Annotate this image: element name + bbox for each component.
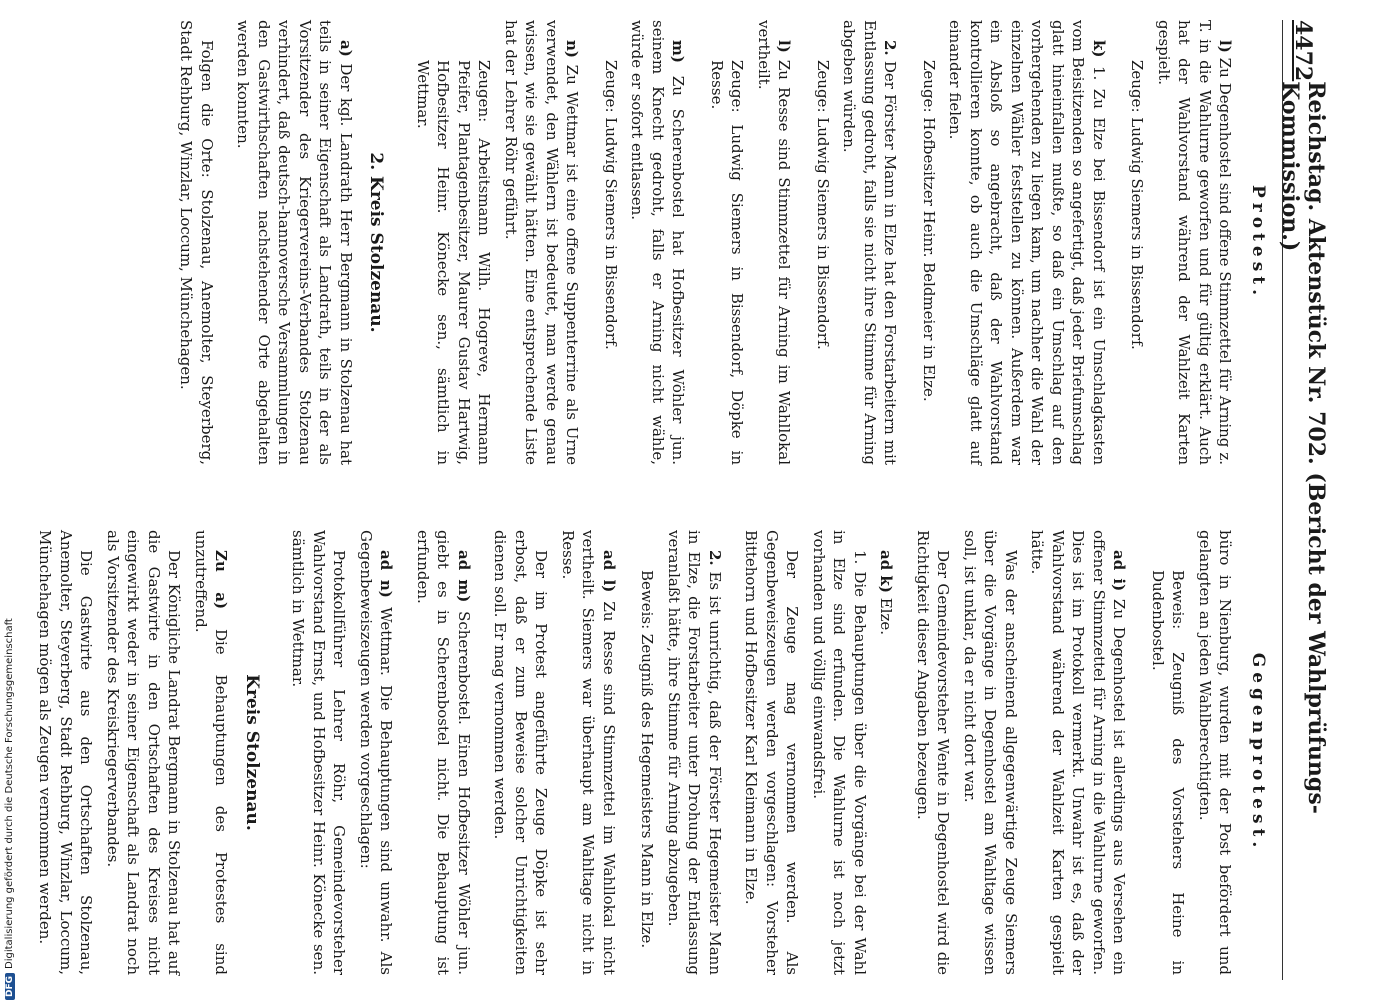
paragraph xyxy=(876,530,897,975)
page-number: 4472 xyxy=(1290,20,1316,82)
protest-column xyxy=(160,20,1268,465)
item-text: 1. Zu Elze bei Bissendorf ist ein Umschlagkasten vom Beisitzenden so angefertigt, daß jeder Briefumschlag glatt hineinfallen mußte, so daß ein Umschlag auf den vorhergehenden zu liegen kam, um nachher die Wahl der einzelnen Wähler feststellen zu können. Außerdem war ein Absloß so angebracht, daß der Wahlvorstand kontrollieren konnte, ob auch die Umschläge glatt auf einander fielen. xyxy=(946,20,1108,465)
item-text: Die Behauptungen des Protestes sind unzutreffend. xyxy=(192,530,231,975)
footer-text: Digitalisierung gefördert durch die Deutsche Forschungsgemeinschaft xyxy=(4,618,15,969)
text-block xyxy=(741,530,897,975)
paragraph xyxy=(945,20,1109,465)
witness-line: Zeuge: Ludwig Siemers in Bissendorf. xyxy=(814,60,832,350)
kreis-heading-left: 2. Kreis Stolzenau. xyxy=(366,152,387,333)
witness-line: Zeuge: Ludwig Siemers in Bissendorf. xyxy=(602,60,620,350)
item-label: 2. xyxy=(881,40,900,56)
text-block xyxy=(288,530,397,975)
paragraph: 1. Die Behauptungen über die Vorgänge bei der Wahl in Elze sind erfunden. Die Wahlurne ist noch jetzt vorhanden und völlig einwandsfrei. xyxy=(810,530,869,975)
paragraph: Der Gemeindevorsteher Wente in Degenhostel wird die Richtigkeit dieser Angaben bezeugen. xyxy=(914,530,953,975)
item-label: ad n) xyxy=(377,550,396,598)
item-label: l) xyxy=(1216,40,1235,53)
text-block xyxy=(919,20,1110,465)
item-text: Wettmar. Die Behauptungen sind unwahr. Als Gegenbeweiszeugen werden vorgeschlagen: xyxy=(357,530,396,975)
item-text: Folgen die Orte: Stolzenau, Anemolter, Steyerberg, Stadt Rehburg, Winzlar, Loccum, Münchehagen. xyxy=(177,20,216,465)
text-block xyxy=(413,530,475,975)
paragraph: Der Zeuge mag vernommen werden. Als Gegenbeweiszeugen werden vorgeschlagen: Vorsteher Bittehorn und Hofbesitzer Karl Kleimann in Elze. xyxy=(742,530,802,975)
text-block xyxy=(813,20,901,465)
paragraph xyxy=(664,530,726,975)
paragraph xyxy=(501,20,583,465)
dfg-logo: DFG xyxy=(5,973,15,1000)
paragraph xyxy=(839,20,901,465)
item-text: Zu Degenhostel sind offene Stimmzettel für Arning z. T. in die Wahlurne geworfen und für gültig erklärt. Auch hat der Wahlvorstand während der Wahlzeit Karten gespielt. xyxy=(1155,20,1235,465)
item-text: Der Förster Mann in Elze hat den Forstarbeitern mit Entlassung gedroht, falls sie nicht ihre Stimme für Arning abgeben würden. xyxy=(840,20,900,465)
item-label: n) xyxy=(563,40,582,59)
paragraph xyxy=(233,20,356,465)
item-text: Zu Degenhostel ist allerdings aus Versehen ein offener Stimmzettel für Arning in die Wahlurne geworfen. Dies ist im Protokoll vermerkt. Unwahr ist es, daß der Wahlvorstand während der Wahlzeit Karten gespielt hätte. xyxy=(1028,530,1129,975)
protest-heading: Protest. xyxy=(1248,184,1268,301)
item-label: Zu a) xyxy=(212,550,231,610)
text-block xyxy=(707,20,795,465)
item-label: m) xyxy=(669,40,688,63)
item-label: a) xyxy=(337,40,355,57)
gegenprotest-column xyxy=(19,530,1268,975)
paragraph: Der im Protest angeführte Zeuge Döpke ist sehr erbost, daß er zum Beweise solcher Unrichtigkeiten dienen soll. Er mag vernommen werden. xyxy=(491,530,551,975)
paragraph xyxy=(356,530,397,975)
item-text: Elze. xyxy=(877,597,896,635)
paragraph xyxy=(1027,530,1130,975)
paragraph xyxy=(176,20,217,465)
item-label: ad i) xyxy=(1110,550,1129,592)
paragraph xyxy=(754,20,795,465)
paragraph: Der Königliche Landrat Bergmann in Stolzenau hat auf die Gastwirte in den Ortschaften des Kreises nicht eingewirkt weder in seiner Eigenschaft als Landrat noch als Vorsitzender des Kreiskriegerverbandes. xyxy=(104,530,184,975)
witness-line: Beweis: Zeugniß des Hegemeisters Mann in Elze. xyxy=(638,570,657,949)
paragraph xyxy=(627,20,689,465)
text-block xyxy=(637,530,725,975)
item-text: Zu Scherenbostel hat Hofbesitzer Wöhler jun. seinem Knecht gedroht, falls er Arning nicht wähle, würde er sofort entlassen. xyxy=(628,20,688,465)
text-block xyxy=(413,20,583,465)
item-label: ad k) xyxy=(877,550,896,593)
witness-line: Zeugen: Arbeitsmann Wilh. Hogreve, Hermann Pfeifer, Plantagenbesitzer, Maurer Gustav Hartwig, Hofbesitzer Heinr. Könecke sen., sämtlich in Wettmar. xyxy=(414,60,494,465)
witness-line: Zeuge: Ludwig Siemers in Bissendorf, Döpke in Resse. xyxy=(708,60,747,465)
item-label: ad l) xyxy=(600,550,618,593)
text-block xyxy=(176,20,217,465)
intro-witness: Beweis: Zeugniß des Vorstehers Heine in Dudenbostel. xyxy=(1149,570,1188,975)
intro-text: büro in Nienburg, wurden mit der Post befördert und gelangten an jeden Wahlberechtigten. xyxy=(1196,530,1235,975)
kreis-heading-right: Kreis Stolzenau. xyxy=(242,674,262,831)
paragraph: Was der anscheinend allgegenwärtige Zeuge Siemers über die Vorgänge in Degenhostel am Wahltage wissen soll, ist unklar, da er nicht dort war. xyxy=(961,530,1020,975)
item-text: Scherenbostel. Einen Hofbesitzer Wöhler jun. giebt es in Scherenbostel nicht. Die Behauptung ist erfunden. xyxy=(414,530,473,975)
paragraph xyxy=(191,530,232,975)
item-label: 2. xyxy=(706,550,724,566)
paragraph xyxy=(413,530,475,975)
item-label: k) xyxy=(1090,40,1108,58)
page-header xyxy=(1277,20,1329,980)
text-block xyxy=(913,530,1130,975)
item-label: l) xyxy=(775,40,794,53)
rotated-page xyxy=(36,20,1329,980)
item-text: Zu Wettmar ist eine offene Suppenterrine als Urne verwendet, den Wählern ist bedeutet, man werde genau wissen, wie sie gewählt hätten. Eine entsprechende Liste hat der Lehrer Röhr geführt. xyxy=(502,20,582,465)
paragraph: Die Gastwirte aus den Ortschaften Stolzenau, Anemolter, Steyerberg, Stadt Rehburg, Winzlar, Loccum, Münchehagen mögen als Zeugen vernommen werden. xyxy=(36,530,96,975)
page-title: Reichstag. Aktenstück Nr. 702. (Bericht der Wahlprüfungs-Kommission.) xyxy=(1277,81,1329,814)
footer-credit xyxy=(4,600,15,1000)
paragraph xyxy=(558,530,620,975)
item-text: Es ist unrichtig, daß der Förster Hegemeister Mann in Elze, die Forstarbeiter unter Drohung der Entlassung veranlaßt hätte, ihre Stimme für Arning abzugeben. xyxy=(665,530,724,975)
paragraph xyxy=(1154,20,1236,465)
witness-line: Zeuge: Ludwig Siemers in Bissendorf. xyxy=(1128,60,1147,350)
text-block xyxy=(490,530,619,975)
item-text: Der kgl. Landrath Herr Bergmann in Stolzenau hat teils in seiner Eigenschaft als Landrath, teils in der als Vorsitzender des Kriegervereins-Verbandes Stolzenau verhindert, daß deutsch-hannoversche Versammlungen in den Gastwirthschaften nachstehender Orte abgehalten werden konnten. xyxy=(234,20,355,465)
item-text: Zu Resse sind Stimmzettel für Arning im Wahllokal vertheilt. xyxy=(755,20,794,465)
item-label: ad m) xyxy=(455,550,473,603)
text-block xyxy=(1127,20,1236,465)
text-block xyxy=(233,20,356,465)
paragraph: Protokollführer Lehrer Röhr, Gemeindevorsteher Wahlvorstand Ernst, und Hofbesitzer Heinr. Könecke sen. sämtlich in Wettmar. xyxy=(289,530,349,975)
witness-line: Zeuge: Hofbesitzer Heinr. Beldmeier in Elze. xyxy=(920,60,938,402)
gegenprotest-heading: Gegenprotest. xyxy=(1248,652,1268,853)
item-text: Zu Resse sind Stimmzettel im Wahllokal nicht vertheilt. Siemers war überhaupt am Wahltage nicht in Resse. xyxy=(559,530,618,975)
text-block xyxy=(35,530,232,975)
text-block xyxy=(601,20,689,465)
